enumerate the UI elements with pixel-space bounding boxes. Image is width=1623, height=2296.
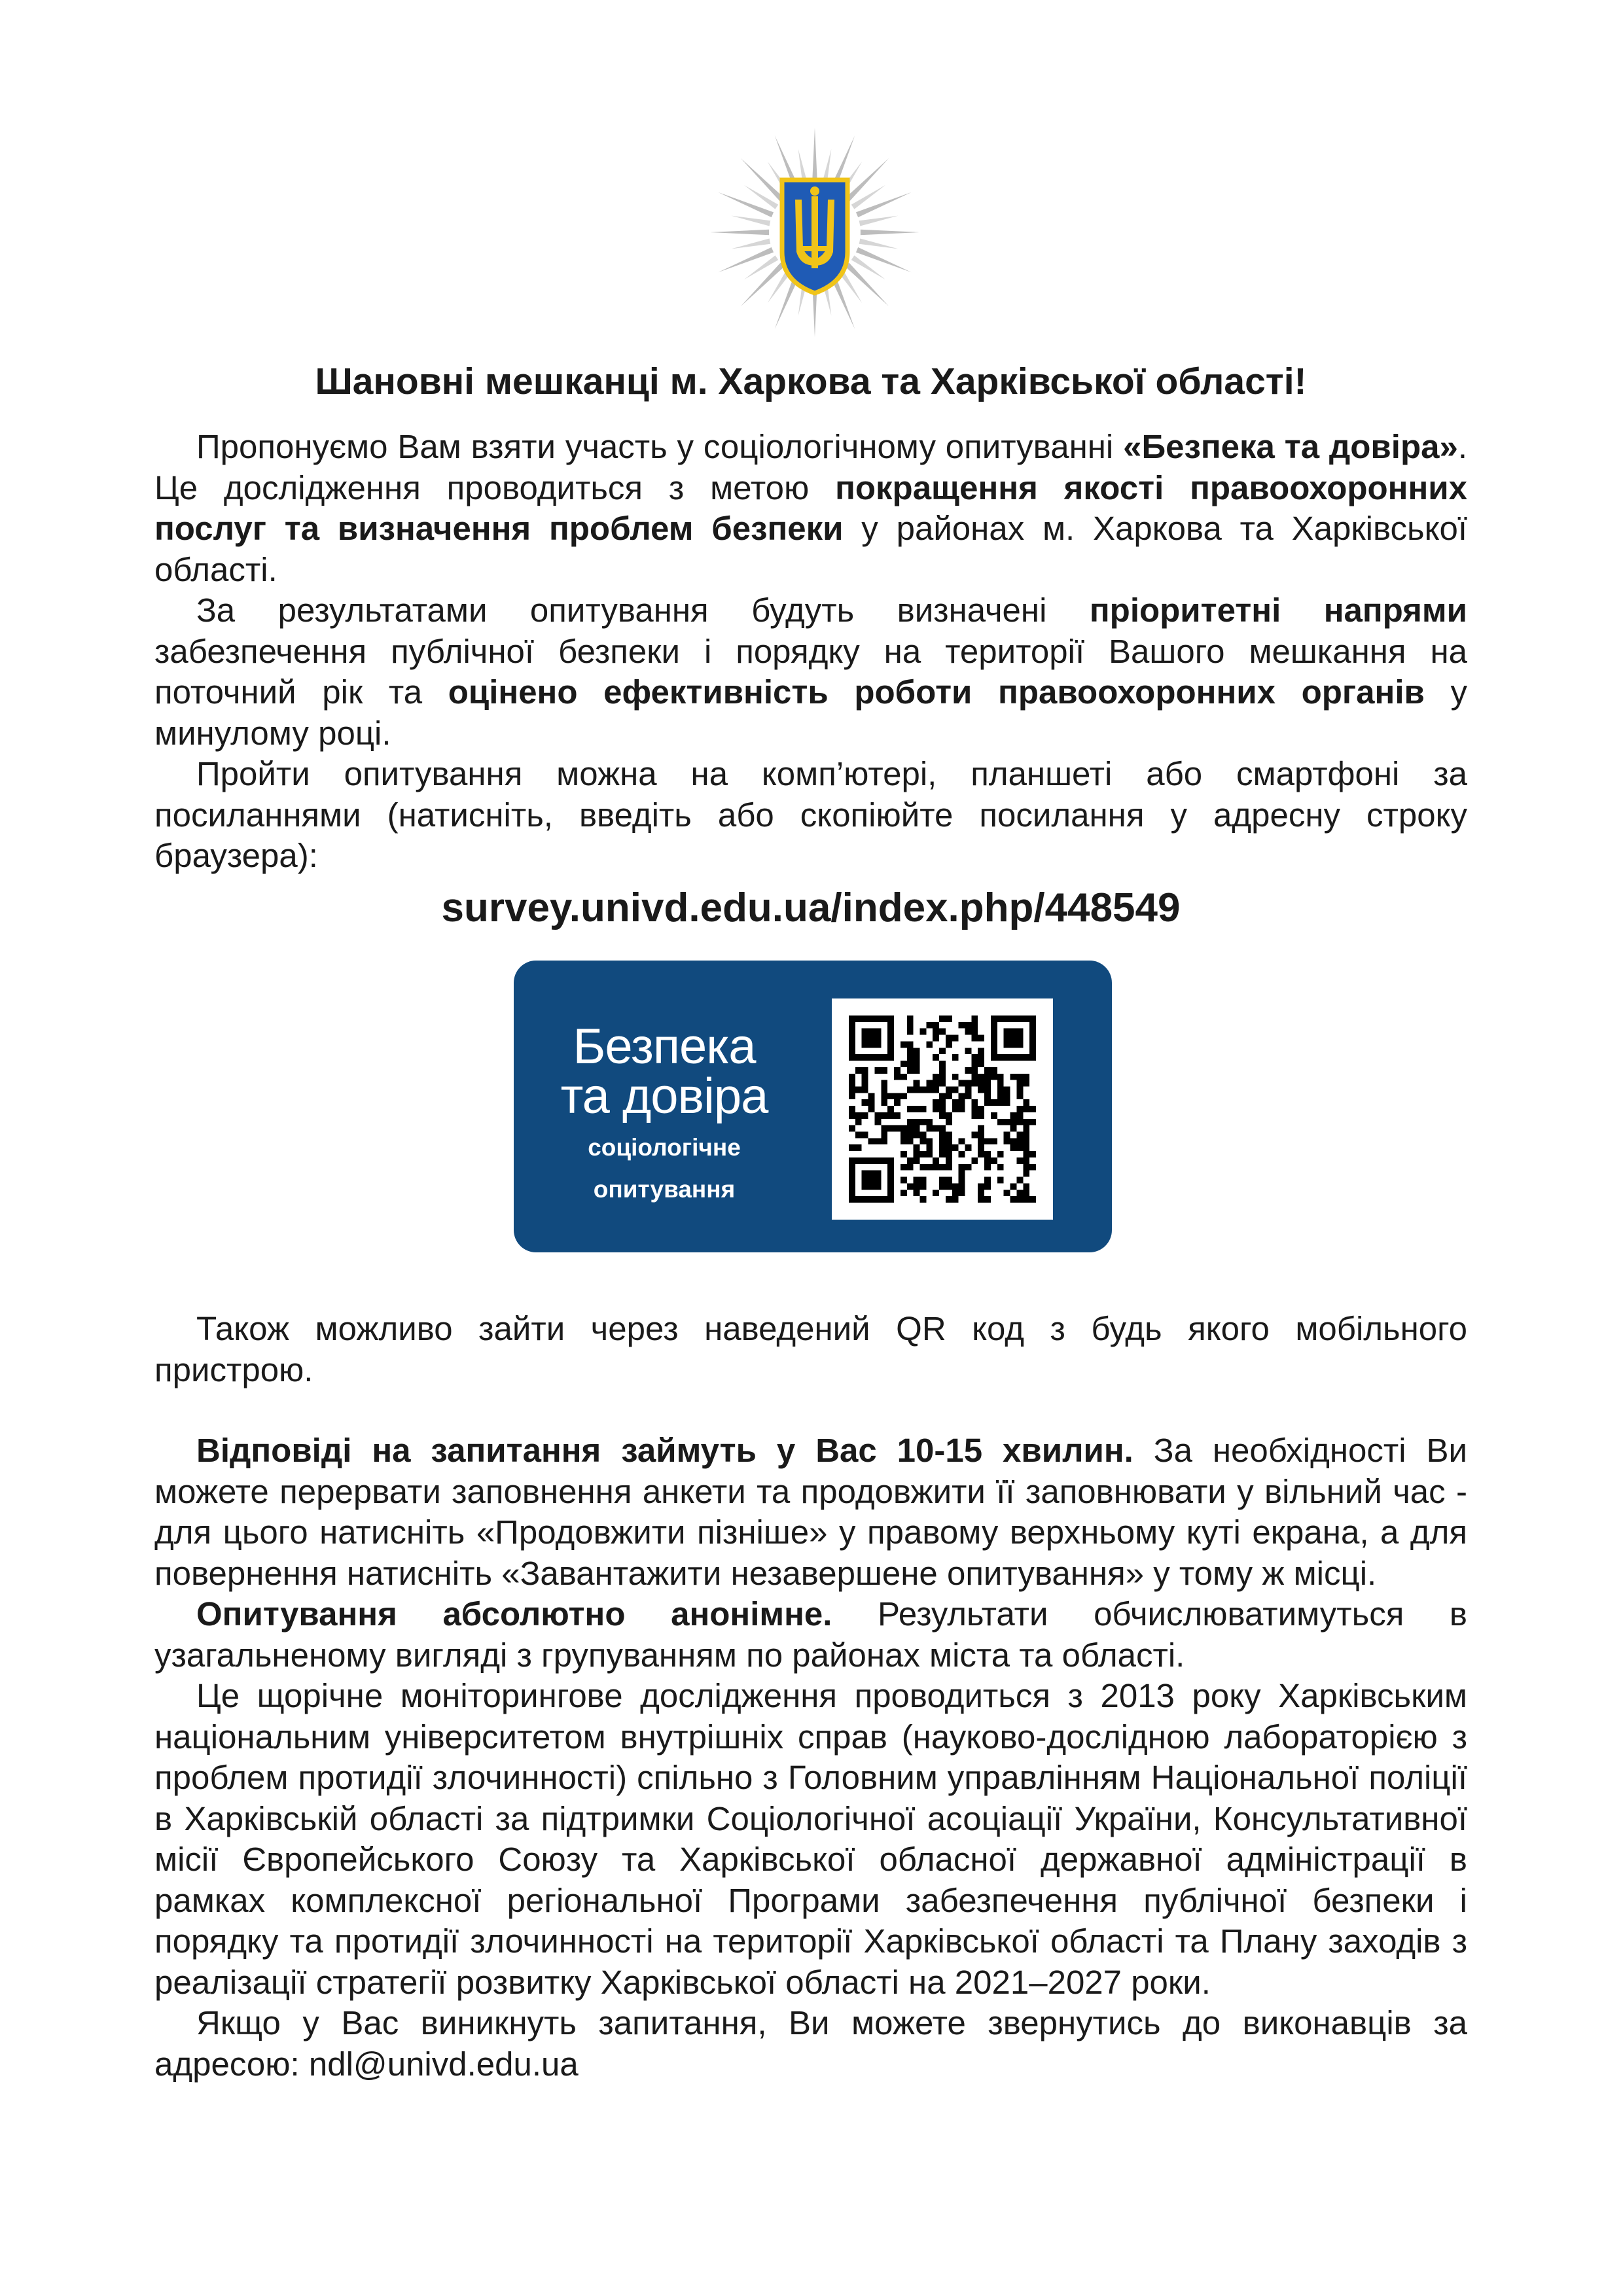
survey-link[interactable]: survey.univd.edu.ua/index.php/448549 bbox=[441, 885, 1181, 930]
details-paragraph-3: Це щорічне моніторингове дослідження проводиться з 2013 року Харківським національним університетом внутрішніх справ (науково-дослідною лабораторією з проблем протидії злочинності) спільно з Головним управлінням Національної поліції в Харківській області за підтримки Соціологічної асоціації України, Консультативної місії Європейського Союзу та Харківської обласної державної адміністрації в рамках комплексної регіональної Програми забезпечення публічної безпеки і порядку та протидії злочинності на території Харківської області та Плану заходів з реалізації стратегії розвитку Харківської області на 2021–2027 роки. bbox=[154, 1677, 1467, 2001]
intro-paragraph-1: Пропонуємо Вам взяти участь у соціологічному опитуванні «Безпека та довіра». Це дослідження проводиться з метою покращення якості правоохоронних послуг та визначення проблем безпеки у районах м. Харкова та Харківської області. bbox=[154, 428, 1467, 588]
qr-code-icon bbox=[849, 1016, 1036, 1203]
page-title: Шановні мешканці м. Харкова та Харківської області! bbox=[315, 361, 1307, 402]
banner-title: Безпека та довіра bbox=[560, 1019, 768, 1124]
qr-code[interactable] bbox=[832, 998, 1053, 1220]
intro-paragraph-2: За результатами опитування будуть визначені пріоритетні напрями забезпечення публічної безпеки і порядку на території Вашого мешкання на поточний рік та оцінено ефективність роботи правоохоронних органів у минулому році. bbox=[154, 592, 1468, 752]
qr-note-section bbox=[154, 1309, 1467, 1390]
intro-section bbox=[154, 427, 1467, 877]
details-paragraph-1: Відповіді на запитання займуть у Вас 10-15 хвилин. За необхідності Ви можете перервати заповнення анкети та продовжити її заповнювати у вільний час - для цього натисніть «Продовжити пізніше» у правому верхньому куті екрана, а для повернення натисніть «Завантажити незавершене опитування» у тому ж місці. bbox=[154, 1432, 1467, 1592]
survey-banner[interactable] bbox=[514, 961, 1112, 1252]
contact-paragraph: Якщо у Вас виникнуть запитання, Ви можете звернутись до виконавців за адресою: ndl@univd.edu.ua bbox=[154, 2004, 1467, 2083]
banner-subtitle: соціологічне опитування bbox=[588, 1134, 741, 1203]
qr-note: Також можливо зайти через наведений QR код з будь якого мобільного пристрою. bbox=[154, 1310, 1467, 1388]
details-section bbox=[154, 1430, 1467, 2085]
police-emblem bbox=[704, 118, 926, 340]
intro-paragraph-3: Пройти опитування можна на комп’ютері, планшеті або смартфоні за посиланнями (натисніть, введіть або скопіюйте посилання у адресну строку браузера): bbox=[154, 755, 1467, 874]
details-paragraph-2: Опитування абсолютно анонімне. Результати обчислюватимуться в узагальненому вигляді з групуванням по районах міста та області. bbox=[154, 1595, 1467, 1674]
